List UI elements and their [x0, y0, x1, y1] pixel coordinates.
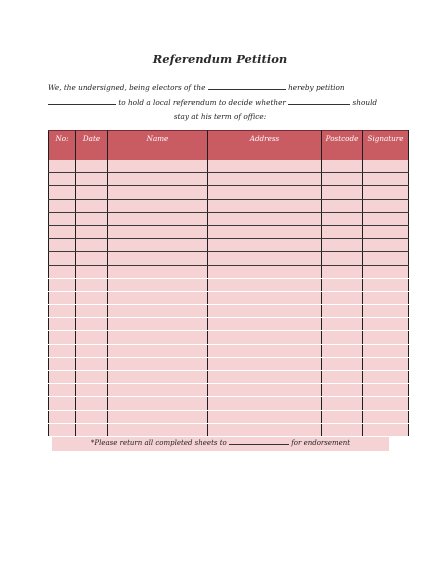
- cell-postcode[interactable]: [322, 160, 363, 173]
- table-row: [49, 291, 409, 304]
- cell-name[interactable]: [108, 265, 208, 278]
- cell-no[interactable]: [49, 252, 76, 265]
- cell-date[interactable]: [76, 225, 108, 238]
- table-row: [49, 186, 409, 199]
- cell-no[interactable]: [49, 357, 76, 370]
- cell-signature[interactable]: [363, 173, 409, 186]
- cell-no[interactable]: [49, 212, 76, 225]
- cell-date[interactable]: [76, 278, 108, 291]
- cell-date[interactable]: [76, 252, 108, 265]
- blank-person[interactable]: [288, 97, 350, 105]
- cell-date[interactable]: [76, 371, 108, 384]
- table-row: [49, 318, 409, 331]
- cell-date[interactable]: [76, 305, 108, 318]
- cell-postcode[interactable]: [322, 265, 363, 278]
- blank-electorate[interactable]: [208, 82, 286, 90]
- intro-line-1: [48, 82, 392, 92]
- cell-no[interactable]: [49, 160, 76, 173]
- intro-text-electors: We, the undersigned, being electors of the: [48, 83, 206, 92]
- cell-date[interactable]: [76, 344, 108, 357]
- cell-date[interactable]: [76, 423, 108, 436]
- return-text: *Please return all completed sheets to: [90, 439, 227, 447]
- table-row: [49, 410, 409, 423]
- cell-date[interactable]: [76, 318, 108, 331]
- cell-signature[interactable]: [363, 278, 409, 291]
- table-row: [49, 212, 409, 225]
- cell-signature[interactable]: [363, 344, 409, 357]
- cell-address[interactable]: [208, 212, 322, 225]
- cell-name[interactable]: [108, 186, 208, 199]
- header-date: Date: [76, 131, 108, 161]
- cell-no[interactable]: [49, 331, 76, 344]
- blank-authority[interactable]: [48, 97, 116, 105]
- table-body: [49, 160, 409, 436]
- cell-date[interactable]: [76, 160, 108, 173]
- endorsement-text: for endorsement: [291, 439, 351, 447]
- cell-name[interactable]: [108, 397, 208, 410]
- cell-signature[interactable]: [363, 410, 409, 423]
- cell-signature[interactable]: [363, 384, 409, 397]
- blank-return-to[interactable]: [229, 437, 289, 445]
- cell-no[interactable]: [49, 305, 76, 318]
- cell-date[interactable]: [76, 265, 108, 278]
- cell-date[interactable]: [76, 199, 108, 212]
- table-row: [49, 225, 409, 238]
- cell-address[interactable]: [208, 278, 322, 291]
- cell-postcode[interactable]: [322, 344, 363, 357]
- intro-text-referendum: to hold a local referendum to decide whether: [118, 98, 286, 107]
- cell-no[interactable]: [49, 173, 76, 186]
- cell-name[interactable]: [108, 239, 208, 252]
- header-name: Name: [108, 131, 208, 161]
- cell-signature[interactable]: [363, 397, 409, 410]
- table-row: [49, 357, 409, 370]
- cell-no[interactable]: [49, 225, 76, 238]
- cell-signature[interactable]: [363, 212, 409, 225]
- cell-postcode[interactable]: [322, 331, 363, 344]
- cell-name[interactable]: [108, 357, 208, 370]
- cell-address[interactable]: [208, 344, 322, 357]
- cell-date[interactable]: [76, 357, 108, 370]
- cell-no[interactable]: [49, 291, 76, 304]
- cell-postcode[interactable]: [322, 212, 363, 225]
- cell-postcode[interactable]: [322, 410, 363, 423]
- cell-address[interactable]: [208, 252, 322, 265]
- table-row: [49, 344, 409, 357]
- table-row: [49, 371, 409, 384]
- cell-date[interactable]: [76, 291, 108, 304]
- cell-name[interactable]: [108, 160, 208, 173]
- cell-no[interactable]: [49, 239, 76, 252]
- cell-postcode[interactable]: [322, 318, 363, 331]
- table-row: [49, 331, 409, 344]
- cell-signature[interactable]: [363, 225, 409, 238]
- cell-name[interactable]: [108, 384, 208, 397]
- table-header-row: [49, 131, 409, 161]
- table-row: [49, 239, 409, 252]
- cell-signature[interactable]: [363, 305, 409, 318]
- cell-address[interactable]: [208, 410, 322, 423]
- cell-postcode[interactable]: [322, 357, 363, 370]
- cell-name[interactable]: [108, 225, 208, 238]
- cell-name[interactable]: [108, 410, 208, 423]
- cell-name[interactable]: [108, 199, 208, 212]
- table-row: [49, 397, 409, 410]
- cell-no[interactable]: [49, 397, 76, 410]
- table-row: [49, 265, 409, 278]
- cell-address[interactable]: [208, 305, 322, 318]
- cell-address[interactable]: [208, 160, 322, 173]
- cell-name[interactable]: [108, 252, 208, 265]
- intro-line-2: [48, 97, 392, 107]
- cell-postcode[interactable]: [322, 239, 363, 252]
- cell-name[interactable]: [108, 331, 208, 344]
- table-row: [49, 199, 409, 212]
- table-row: [49, 252, 409, 265]
- cell-signature[interactable]: [363, 318, 409, 331]
- return-note: [52, 437, 389, 451]
- cell-signature[interactable]: [363, 371, 409, 384]
- cell-address[interactable]: [208, 357, 322, 370]
- cell-no[interactable]: [49, 384, 76, 397]
- intro-text-should: should: [352, 98, 378, 107]
- cell-no[interactable]: [49, 410, 76, 423]
- cell-signature[interactable]: [363, 199, 409, 212]
- cell-date[interactable]: [76, 212, 108, 225]
- cell-address[interactable]: [208, 397, 322, 410]
- cell-signature[interactable]: [363, 423, 409, 436]
- cell-date[interactable]: [76, 397, 108, 410]
- cell-name[interactable]: [108, 173, 208, 186]
- table-row: [49, 423, 409, 436]
- cell-postcode[interactable]: [322, 173, 363, 186]
- cell-postcode[interactable]: [322, 371, 363, 384]
- table-row: [49, 305, 409, 318]
- cell-no[interactable]: [49, 186, 76, 199]
- cell-date[interactable]: [76, 173, 108, 186]
- table-row: [49, 173, 409, 186]
- signature-table: [48, 130, 409, 437]
- cell-postcode[interactable]: [322, 199, 363, 212]
- cell-address[interactable]: [208, 173, 322, 186]
- cell-name[interactable]: [108, 212, 208, 225]
- cell-address[interactable]: [208, 186, 322, 199]
- intro-line-3: stay at his term of office:: [173, 112, 267, 121]
- table-row: [49, 278, 409, 291]
- cell-name[interactable]: [108, 305, 208, 318]
- cell-address[interactable]: [208, 291, 322, 304]
- cell-postcode[interactable]: [322, 291, 363, 304]
- cell-signature[interactable]: [363, 265, 409, 278]
- cell-postcode[interactable]: [322, 423, 363, 436]
- cell-name[interactable]: [108, 278, 208, 291]
- header-no: No:: [49, 131, 76, 161]
- cell-postcode[interactable]: [322, 225, 363, 238]
- cell-address[interactable]: [208, 318, 322, 331]
- intro-text-petition: hereby petition: [288, 83, 345, 92]
- cell-postcode[interactable]: [322, 384, 363, 397]
- cell-postcode[interactable]: [322, 397, 363, 410]
- cell-date[interactable]: [76, 384, 108, 397]
- cell-signature[interactable]: [363, 160, 409, 173]
- cell-address[interactable]: [208, 423, 322, 436]
- header-signature: Signature: [363, 131, 409, 161]
- page-title: Referendum Petition: [152, 52, 288, 66]
- cell-name[interactable]: [108, 344, 208, 357]
- cell-address[interactable]: [208, 265, 322, 278]
- cell-name[interactable]: [108, 371, 208, 384]
- cell-no[interactable]: [49, 371, 76, 384]
- cell-address[interactable]: [208, 331, 322, 344]
- cell-date[interactable]: [76, 186, 108, 199]
- cell-address[interactable]: [208, 225, 322, 238]
- cell-no[interactable]: [49, 344, 76, 357]
- cell-no[interactable]: [49, 318, 76, 331]
- cell-signature[interactable]: [363, 291, 409, 304]
- cell-address[interactable]: [208, 199, 322, 212]
- cell-no[interactable]: [49, 265, 76, 278]
- cell-address[interactable]: [208, 384, 322, 397]
- cell-no[interactable]: [49, 199, 76, 212]
- cell-signature[interactable]: [363, 357, 409, 370]
- cell-signature[interactable]: [363, 252, 409, 265]
- cell-address[interactable]: [208, 239, 322, 252]
- cell-signature[interactable]: [363, 239, 409, 252]
- cell-name[interactable]: [108, 318, 208, 331]
- cell-signature[interactable]: [363, 186, 409, 199]
- cell-date[interactable]: [76, 239, 108, 252]
- cell-postcode[interactable]: [322, 278, 363, 291]
- cell-date[interactable]: [76, 410, 108, 423]
- table-row: [49, 160, 409, 173]
- cell-postcode[interactable]: [322, 305, 363, 318]
- cell-no[interactable]: [49, 423, 76, 436]
- cell-name[interactable]: [108, 291, 208, 304]
- table-row: [49, 384, 409, 397]
- header-address: Address: [208, 131, 322, 161]
- cell-address[interactable]: [208, 371, 322, 384]
- cell-postcode[interactable]: [322, 252, 363, 265]
- cell-postcode[interactable]: [322, 186, 363, 199]
- cell-date[interactable]: [76, 331, 108, 344]
- cell-signature[interactable]: [363, 331, 409, 344]
- cell-no[interactable]: [49, 278, 76, 291]
- header-postcode: Postcode: [322, 131, 363, 161]
- cell-name[interactable]: [108, 423, 208, 436]
